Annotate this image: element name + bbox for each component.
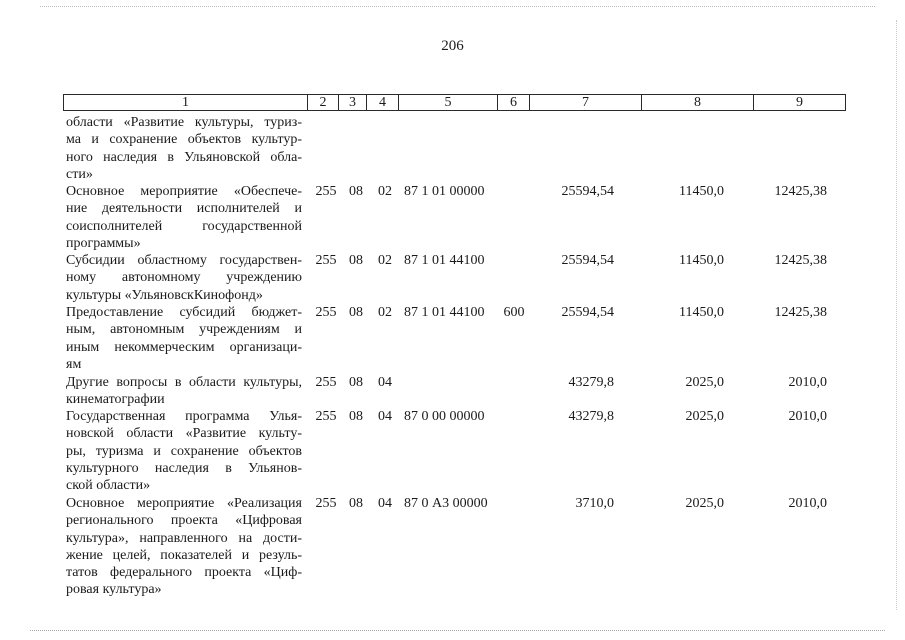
scan-edge-top <box>40 6 875 7</box>
cell-subsection-code: 02 <box>378 253 392 268</box>
name-line: Основное мероприятие «Реализация <box>66 496 302 511</box>
row-name <box>66 374 302 409</box>
name-line: ному автономному учреждению <box>66 270 302 286</box>
name-line: иным некоммерческим организаци- <box>66 339 302 355</box>
header-col-1: 1 <box>64 95 308 110</box>
name-line: культуры «УльяновскКинофонд» <box>66 287 263 303</box>
cell-subsection-code: 04 <box>378 409 392 424</box>
row-name <box>66 183 302 252</box>
cell-ministry-code: 255 <box>315 375 337 390</box>
cell-amount-col7: 25594,54 <box>561 253 614 268</box>
cell-amount-col9: 12425,38 <box>774 184 827 199</box>
header-col-6: 6 <box>498 95 530 110</box>
row-name <box>66 114 302 183</box>
header-col-4: 4 <box>367 95 399 110</box>
name-line: ние деятельности исполнителей и <box>66 201 302 217</box>
name-line: ской области» <box>66 478 151 494</box>
header-col-7: 7 <box>530 95 642 110</box>
cell-target-article: 87 0 А3 00000 <box>404 496 488 511</box>
cell-section-code: 08 <box>349 496 363 511</box>
cell-amount-col7: 25594,54 <box>561 305 614 320</box>
header-col-3: 3 <box>339 95 367 110</box>
name-line: Другие вопросы в области культуры, <box>66 375 302 390</box>
cell-subsection-code: 02 <box>378 305 392 320</box>
page-number: 206 <box>441 38 464 54</box>
row-name <box>66 495 302 599</box>
name-line: новской области «Развитие культу- <box>66 426 302 442</box>
name-line: области «Развитие культуры, туриз- <box>66 115 302 130</box>
cell-ministry-code: 255 <box>315 409 337 424</box>
cell-subsection-code: 04 <box>378 375 392 390</box>
name-line: ры, туризма и сохранение объектов <box>66 443 302 459</box>
cell-subsection-code: 04 <box>378 496 392 511</box>
cell-amount-col7: 25594,54 <box>561 184 614 199</box>
header-col-9: 9 <box>796 95 803 110</box>
cell-target-article: 87 1 01 44100 <box>404 305 485 320</box>
cell-expense-type: 600 <box>503 305 525 320</box>
cell-target-article: 87 1 01 00000 <box>404 184 485 199</box>
cell-amount-col9: 2010,0 <box>788 496 827 511</box>
name-line: татов федерального проекта «Циф- <box>66 565 302 581</box>
cell-amount-col8: 2025,0 <box>685 375 724 390</box>
cell-amount-col7: 3710,0 <box>575 496 614 511</box>
cell-section-code: 08 <box>349 184 363 199</box>
cell-section-code: 08 <box>349 375 363 390</box>
cell-section-code: 08 <box>349 409 363 424</box>
cell-amount-col8: 11450,0 <box>679 305 724 320</box>
cell-ministry-code: 255 <box>315 253 337 268</box>
cell-amount-col9: 2010,0 <box>788 375 827 390</box>
name-line: ровая культура» <box>66 582 162 598</box>
cell-amount-col9: 12425,38 <box>774 253 827 268</box>
name-line: Субсидии областному государствен- <box>66 253 302 268</box>
cell-ministry-code: 255 <box>315 184 337 199</box>
name-line: Основное мероприятие «Обеспече- <box>66 184 302 199</box>
name-line: ного наследия в Ульяновской обла- <box>66 149 302 165</box>
name-line: культурного наследия в Ульянов- <box>66 460 302 476</box>
cell-amount-col8: 11450,0 <box>679 184 724 199</box>
name-line: программы» <box>66 235 141 251</box>
table-header-row <box>63 94 846 111</box>
name-line: культура», направленного на дости- <box>66 530 302 546</box>
cell-subsection-code: 02 <box>378 184 392 199</box>
cell-target-article: 87 1 01 44100 <box>404 253 485 268</box>
header-col-8: 8 <box>642 95 754 110</box>
name-line: Государственная программа Улья- <box>66 409 302 424</box>
cell-amount-col8: 11450,0 <box>679 253 724 268</box>
cell-section-code: 08 <box>349 253 363 268</box>
cell-target-article: 87 0 00 00000 <box>404 409 485 424</box>
cell-amount-col7: 43279,8 <box>568 409 614 424</box>
cell-amount-col8: 2025,0 <box>685 496 724 511</box>
scan-edge-bottom <box>30 630 885 631</box>
name-line: ным, автономным учреждениям и <box>66 322 302 338</box>
scan-edge-right <box>896 20 897 610</box>
name-line: кинематографии <box>66 392 165 408</box>
header-col-5: 5 <box>399 95 498 110</box>
name-line: регионального проекта «Цифровая <box>66 513 302 529</box>
row-name <box>66 252 302 304</box>
cell-amount-col9: 12425,38 <box>774 305 827 320</box>
row-name <box>66 304 302 373</box>
cell-amount-col8: 2025,0 <box>685 409 724 424</box>
name-line: ма и сохранение объектов культур- <box>66 132 302 148</box>
cell-ministry-code: 255 <box>315 305 337 320</box>
cell-amount-col9: 2010,0 <box>788 409 827 424</box>
name-line: Предоставление субсидий бюджет- <box>66 305 302 320</box>
cell-amount-col7: 43279,8 <box>568 375 614 390</box>
name-line: соисполнителей государственной <box>66 218 302 234</box>
header-col-2: 2 <box>308 95 339 110</box>
cell-section-code: 08 <box>349 305 363 320</box>
row-name <box>66 408 302 494</box>
name-line: сти» <box>66 166 93 182</box>
cell-ministry-code: 255 <box>315 496 337 511</box>
name-line: жение целей, показателей и резуль- <box>66 547 302 563</box>
name-line: ям <box>66 356 82 372</box>
